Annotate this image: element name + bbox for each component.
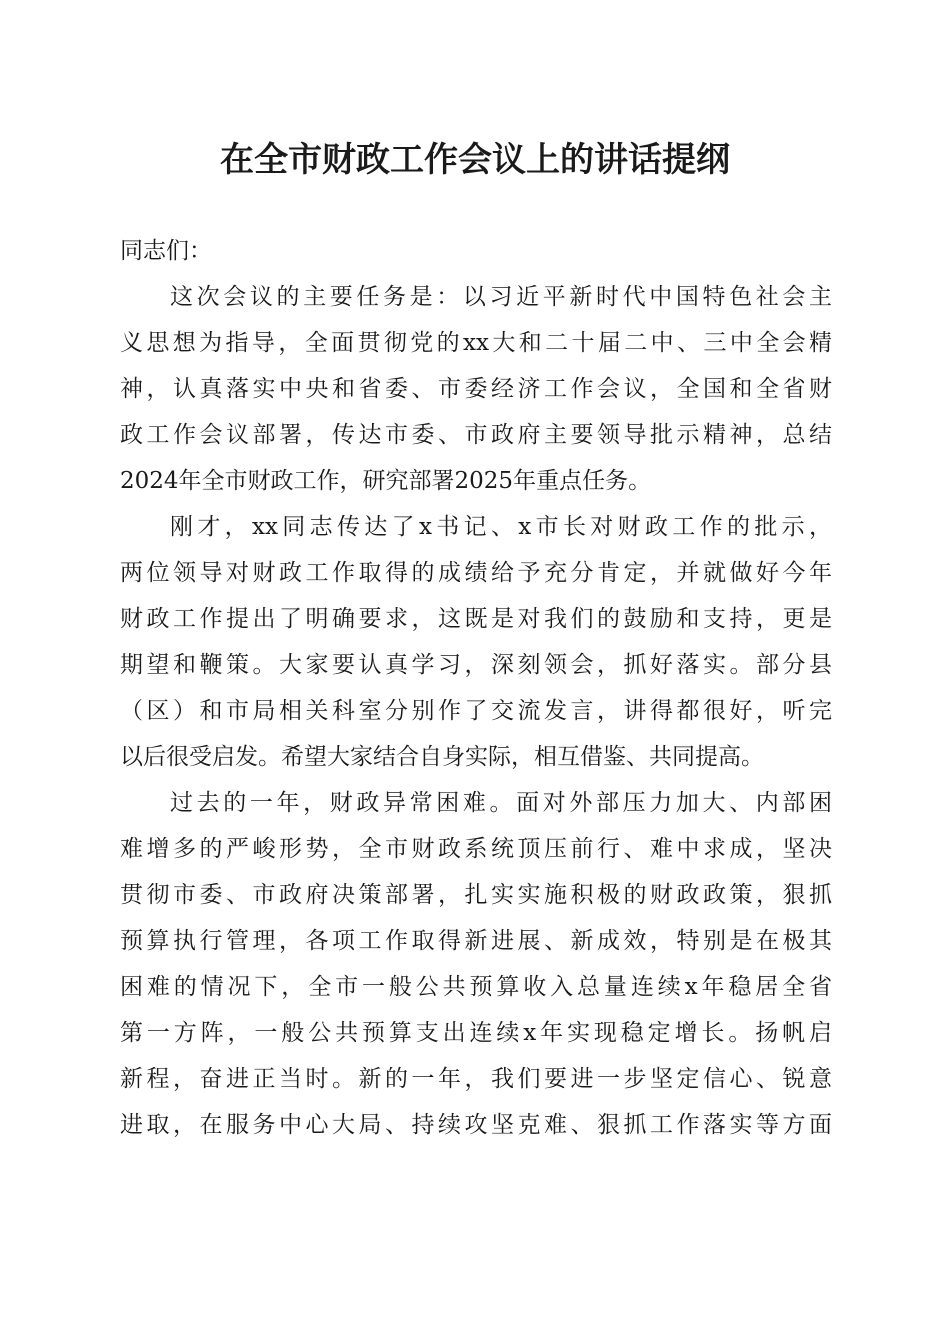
paragraph-1	[120, 274, 832, 504]
paragraph-line: 两位领导对财政工作取得的成绩给予充分肯定，并就做好今年	[120, 560, 832, 586]
paragraph-2	[120, 504, 832, 780]
paragraph-line: （区）和市局相关科室分别作了交流发言，讲得都很好，听完	[120, 698, 832, 724]
paragraph-line: 政工作会议部署，传达市委、市政府主要领导批示精神，总结	[120, 422, 832, 448]
paragraph-line: 进取，在服务中心大局、持续攻坚克难、狠抓工作落实等方面	[120, 1112, 832, 1138]
paragraph-line: 第一方阵，一般公共预算支出连续x年实现稳定增长。扬帆启	[120, 1020, 832, 1046]
paragraph-line: 贯彻市委、市政府决策部署，扎实实施积极的财政政策，狠抓	[120, 882, 832, 908]
paragraph-line: 神，认真落实中央和省委、市委经济工作会议，全国和全省财	[120, 376, 832, 402]
document-body	[120, 228, 832, 1148]
paragraph-line: 这次会议的主要任务是：以习近平新时代中国特色社会主	[170, 284, 832, 310]
paragraph-line: 以后很受启发。希望大家结合自身实际，相互借鉴、共同提高。	[120, 744, 764, 770]
paragraph-line: 义思想为指导，全面贯彻党的xx大和二十届二中、三中全会精	[120, 330, 832, 356]
document-title: 在全市财政工作会议上的讲话提纲	[220, 140, 730, 180]
paragraph-line: 2024年全市财政工作，研究部署2025年重点任务。	[120, 468, 652, 494]
paragraph-line: 刚才，xx同志传达了x书记、x市长对财政工作的批示，	[170, 514, 832, 540]
paragraph-line: 新程，奋进正当时。新的一年，我们要进一步坚定信心、锐意	[120, 1066, 832, 1092]
paragraph-line: 预算执行管理，各项工作取得新进展、新成效，特别是在极其	[120, 928, 832, 954]
paragraph-line: 难增多的严峻形势，全市财政系统顶压前行、难中求成，坚决	[120, 836, 832, 862]
paragraph-line: 困难的情况下，全市一般公共预算收入总量连续x年稳居全省	[120, 974, 832, 1000]
salutation: 同志们：	[120, 238, 212, 264]
paragraph-line: 财政工作提出了明确要求，这既是对我们的鼓励和支持，更是	[120, 606, 832, 632]
paragraph-3	[120, 780, 832, 1148]
paragraph-line: 过去的一年，财政异常困难。面对外部压力加大、内部困	[170, 790, 832, 816]
paragraph-line: 期望和鞭策。大家要认真学习，深刻领会，抓好落实。部分县	[120, 652, 832, 678]
